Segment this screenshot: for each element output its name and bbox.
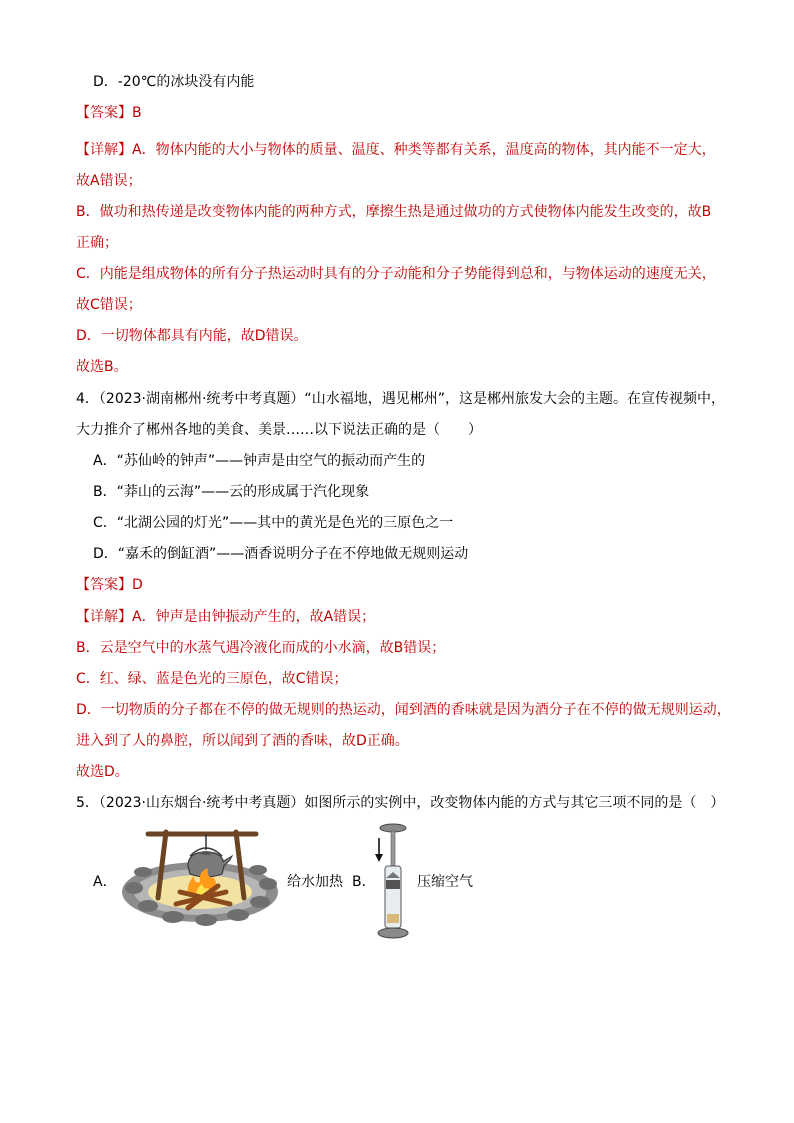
q3-explain-line-4: 正确； bbox=[76, 235, 118, 251]
q4-explain-line-5: 进入到了人的鼻腔，所以闻到了酒的香味，故D正确。 bbox=[76, 733, 409, 749]
q4-stem-line-2: 大力推介了郴州各地的美食、美景……以下说法正确的是（ ） bbox=[76, 422, 482, 438]
q5-stem: 5．（2023·山东烟台·统考中考真题）如图所示的实例中，改变物体内能的方式与其它三项不同的是（ ） bbox=[76, 795, 725, 811]
air-compression-syringe-illustration bbox=[370, 822, 412, 942]
q3-answer: 【答案】B bbox=[76, 105, 142, 121]
q4-explain-line-3: C．红、绿、蓝是色光的三原色，故C错误； bbox=[76, 671, 348, 687]
q3-explain-line-5: C．内能是组成物体的所有分子热运动时具有的分子动能和分子势能得到总和，与物体运动的速度无关， bbox=[76, 266, 716, 282]
q3-conclusion: 故选B。 bbox=[76, 359, 128, 375]
q3-option-d: D．-20℃的冰块没有内能 bbox=[93, 74, 255, 90]
q3-explain-line-1: 【详解】A．物体内能的大小与物体的质量、温度、种类等都有关系，温度高的物体，其内能不一定大， bbox=[76, 142, 716, 158]
campfire-kettle-illustration bbox=[118, 826, 283, 926]
q5-option-b-letter: B． bbox=[352, 874, 376, 890]
q3-explain-line-7: D．一切物体都具有内能，故D错误。 bbox=[76, 328, 308, 344]
q4-option-d: D．“嘉禾的倒缸酒”——酒香说明分子在不停地做无规则运动 bbox=[93, 546, 469, 562]
q4-option-b: B．“莽山的云海”——云的形成属于汽化现象 bbox=[93, 484, 370, 500]
q4-answer: 【答案】D bbox=[76, 577, 143, 593]
q4-explain-line-4: D．一切物质的分子都在不停的做无规则的热运动，闻到酒的香味就是因为酒分子在不停的做无规则运动， bbox=[76, 702, 731, 718]
q4-conclusion: 故选D。 bbox=[76, 764, 129, 780]
q4-stem-line-1: 4．（2023·湖南郴州·统考中考真题）“山水福地，遇见郴州”，这是郴州旅发大会的主题。在宣传视频中， bbox=[76, 391, 725, 407]
q3-explain-line-3: B．做功和热传递是改变物体内能的两种方式，摩擦生热是通过做功的方式使物体内能发生改变的，故B bbox=[76, 204, 712, 220]
q3-explain-line-6: 故C错误； bbox=[76, 297, 142, 313]
q3-explain-line-2: 故A错误； bbox=[76, 173, 142, 189]
q4-explain-line-2: B．云是空气中的水蒸气遇冷液化而成的小水滴，故B错误； bbox=[76, 640, 446, 656]
q4-option-c: C．“北湖公园的灯光”——其中的黄光是色光的三原色之一 bbox=[93, 515, 454, 531]
q4-explain-line-1: 【详解】A．钟声是由钟振动产生的，故A错误； bbox=[76, 609, 376, 625]
q4-option-a: A．“苏仙岭的钟声”——钟声是由空气的振动而产生的 bbox=[93, 453, 426, 469]
q5-option-a-caption: 给水加热 bbox=[287, 874, 343, 890]
q5-option-a-letter: A． bbox=[93, 874, 117, 890]
q5-option-b-caption: 压缩空气 bbox=[417, 874, 473, 890]
